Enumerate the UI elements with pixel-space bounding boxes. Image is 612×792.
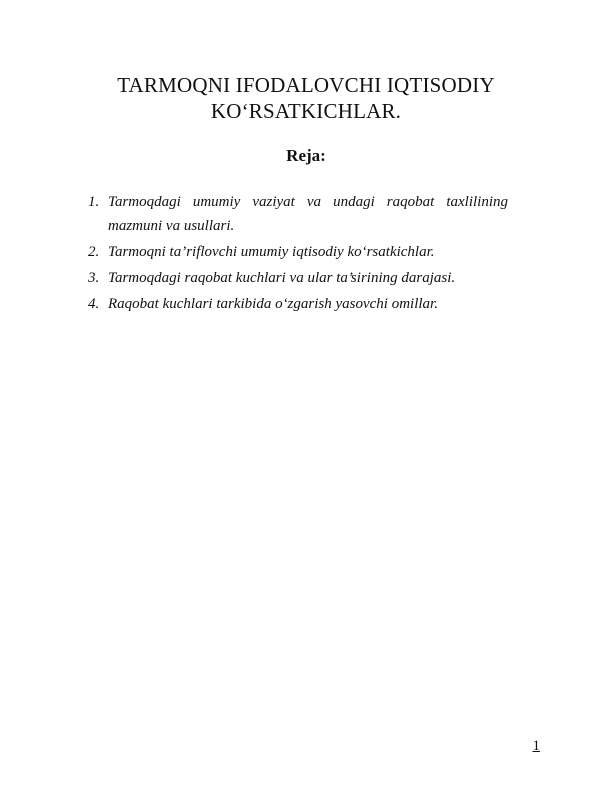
plan-item-text: Tarmoqdagi umumiy vaziyat va undagi raqobat taxlilining mazmuni va usullari.	[108, 194, 508, 234]
plan-item-3	[88, 266, 508, 290]
plan-item-text: Raqobat kuchlari tarkibida o‘zgarish yasovchi omillar.	[108, 296, 438, 312]
title-line-1: TARMOQNI IFODALOVCHI IQTISODIY	[117, 73, 495, 97]
plan-item-text: Tarmoqni ta’riflovchi umumiy iqtisodiy ko‘rsatkichlar.	[108, 244, 435, 260]
title-line-2: KO‘RSATKICHLAR.	[210, 99, 402, 123]
document-title	[60, 72, 552, 124]
page-number: 1	[532, 738, 540, 754]
plan-item-1	[88, 190, 508, 238]
plan-list	[88, 190, 508, 318]
plan-item-4	[88, 292, 508, 316]
plan-item-number: 4.	[88, 296, 100, 312]
plan-item-number: 1.	[88, 194, 100, 210]
plan-item-number: 3.	[88, 270, 100, 286]
plan-heading: Reja:	[286, 146, 326, 165]
plan-item-number: 2.	[88, 244, 100, 260]
plan-item-2	[88, 240, 508, 264]
plan-item-text: Tarmoqdagi raqobat kuchlari va ular ta’sirining darajasi.	[108, 270, 456, 286]
